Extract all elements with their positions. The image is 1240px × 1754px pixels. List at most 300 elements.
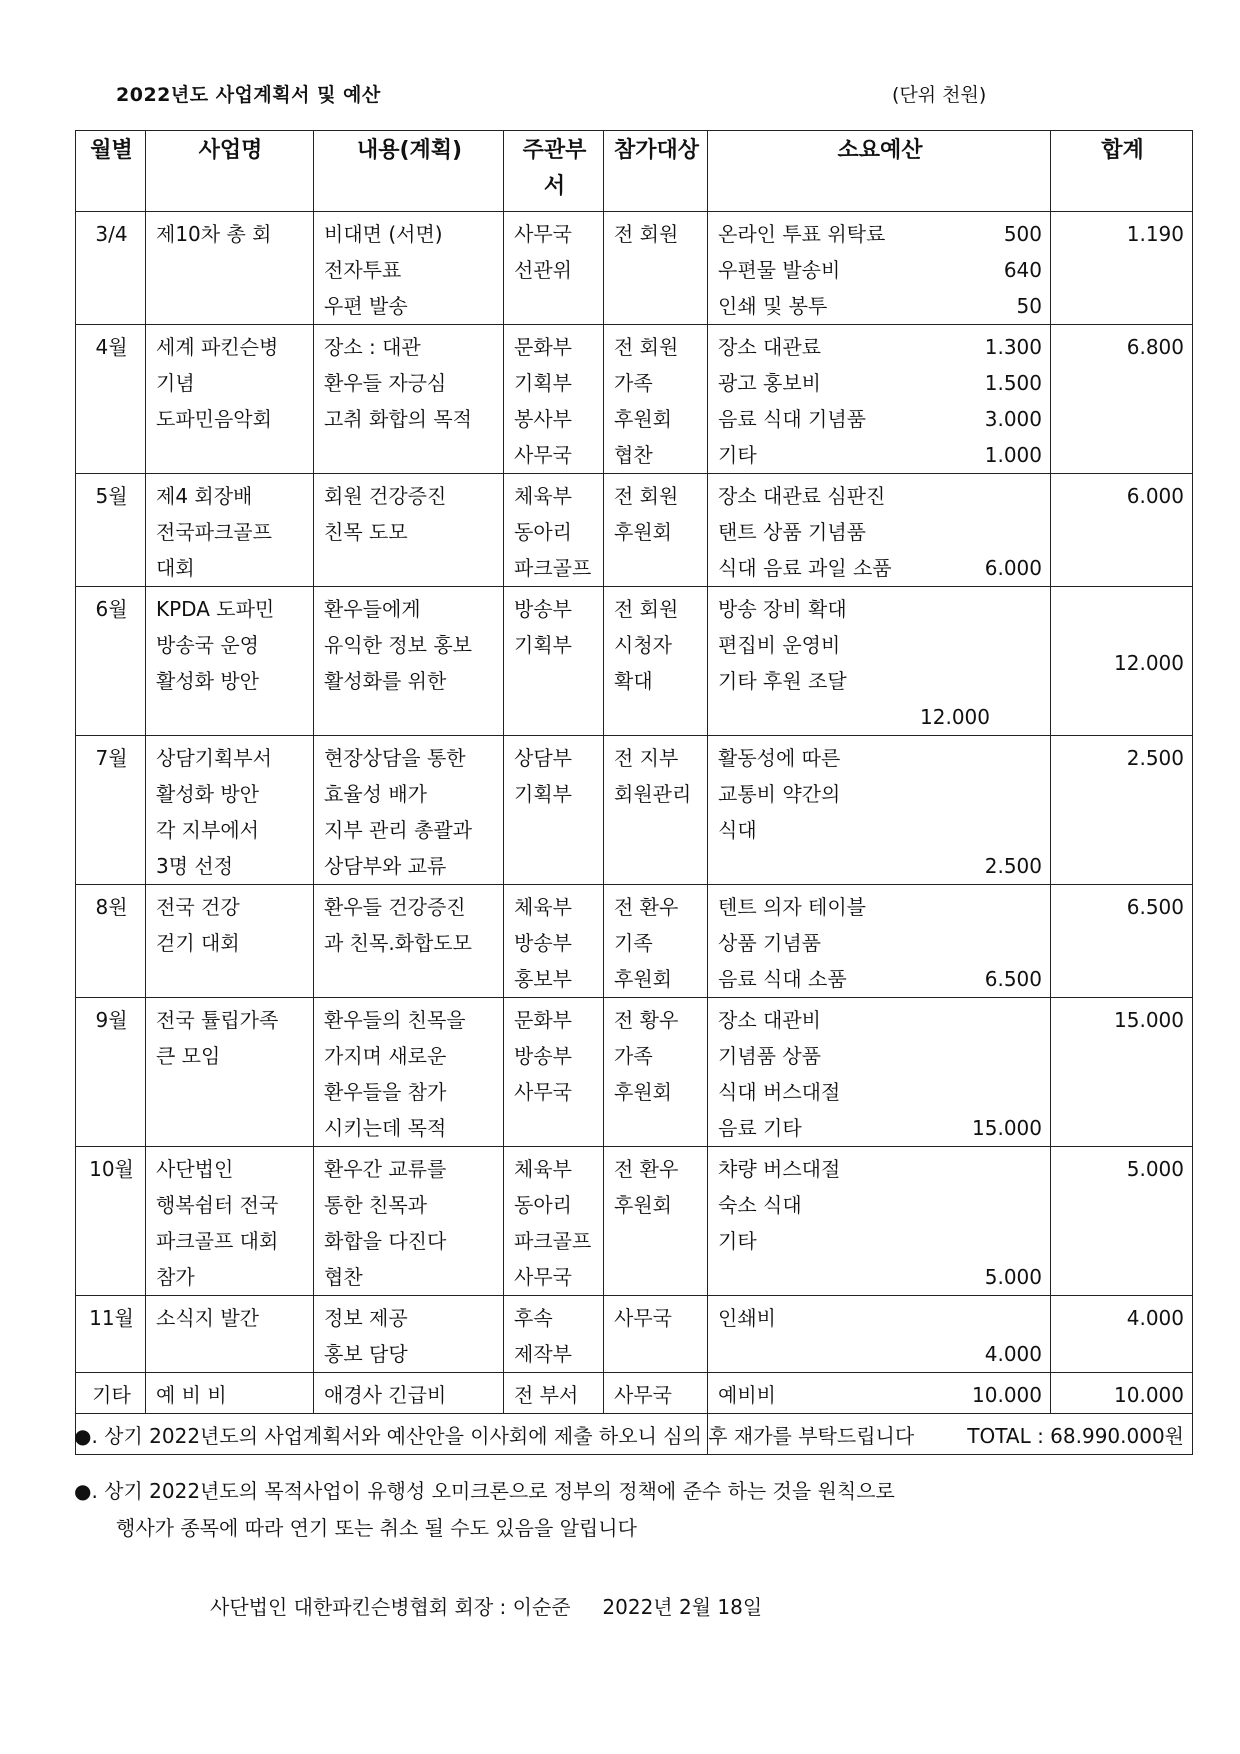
table-row [76,1373,1193,1414]
target-line: 후원회 [614,407,672,431]
project-line: 방송국 운영 [156,633,259,657]
project-line: 사단법인 [156,1157,234,1181]
dept-line: 체육부 [514,484,572,508]
dept-cell [504,998,604,1147]
content-cell [314,325,504,474]
budget-item-amount [952,1038,1042,1074]
budget-item-label: 장소 대관료 [718,335,821,359]
content-cell [314,736,504,885]
dept-line: 문화부 [514,335,572,359]
budget-item [718,1002,1042,1038]
budget-item-label: 예비비 [718,1383,776,1407]
month-label: 10월 [89,1157,134,1181]
dept-cell [504,736,604,885]
project-cell [146,212,314,325]
budget-item [718,925,1042,961]
project-line: 기념 [156,371,195,395]
content-line: 환우들에게 [324,597,421,621]
content-line: 유익한 정보 홍보 [324,633,472,657]
project-line: 큰 모임 [156,1044,221,1068]
content-line: 통한 친목과 [324,1193,427,1217]
project-cell [146,1147,314,1296]
project-line: 참가 [156,1265,195,1289]
dept-cell [504,474,604,587]
content-line: 지부 관리 총괄과 [324,818,472,842]
dept-line: 동아리 [514,1193,572,1217]
project-line: 상담기획부서 [156,746,272,770]
project-line: 걷기 대회 [156,931,240,955]
month-label: 11월 [89,1306,134,1330]
budget-item-amount [952,514,1042,550]
project-cell [146,587,314,736]
budget-item-amount [952,740,1042,776]
budget-cell [708,1296,1051,1373]
budget-item-label: 편집비 운영비 [718,633,841,657]
budget-item [718,1110,1042,1146]
target-cell [604,1373,708,1414]
dept-line: 파크골프 [514,1229,592,1253]
budget-item [718,591,1042,627]
budget-item-amount [952,663,1042,699]
dept-line: 사무국 [514,1080,572,1104]
budget-cell [708,325,1051,474]
month-cell [76,212,146,325]
budget-item [718,961,1042,997]
row-total-value: 6.000 [1126,484,1184,508]
budget-item-label: 챠량 버스대절 [718,1157,841,1181]
row-total-value: 2.500 [1126,746,1184,770]
project-line: 세계 파킨슨병 [156,335,279,359]
content-line: 활성화를 위한 [324,669,447,693]
content-line: 화합을 다진다 [324,1229,447,1253]
header-dept: 주관부서 [504,131,604,212]
budget-cell [708,212,1051,325]
dept-line: 홍보부 [514,967,572,991]
content-line: 정보 제공 [324,1306,408,1330]
notes-section [74,1420,1184,1541]
budget-item-label: 활동성에 따른 [718,746,841,770]
project-line: 예 비 비 [156,1383,227,1407]
budget-item-amount [952,1151,1042,1187]
target-line: 후원회 [614,1193,672,1217]
dept-line: 방송부 [514,597,572,621]
note-2-text: ●. 상기 2022년도의 목적사업이 유행성 오미크론으로 정부의 정책에 준수 하는 것을 원칙으로 [74,1479,895,1503]
budget-item-label: 식대 버스대절 [718,1080,841,1104]
budget-item-amount: 10.000 [972,1383,1042,1407]
month-label: 7월 [95,746,128,770]
row-total [1051,1373,1193,1414]
budget-item-amount [952,925,1042,961]
budget-item [718,365,1042,401]
row-total [1051,325,1193,474]
dept-line: 방송부 [514,1044,572,1068]
budget-item-label: 교통비 약간의 [718,782,841,806]
row-total [1051,212,1193,325]
target-cell [604,998,708,1147]
project-line: 파크골프 대회 [156,1229,279,1253]
target-line: 가족 [614,1044,653,1068]
target-cell [604,885,708,998]
budget-item-label: 숙소 식대 [718,1193,802,1217]
row-total-value: 5.000 [1126,1157,1184,1181]
dept-line: 제작부 [514,1342,572,1366]
content-line: 상담부와 교류 [324,854,447,878]
target-line: 전 회원 [614,484,679,508]
content-cell [314,587,504,736]
table-row [76,474,1193,587]
project-line: KPDA 도파민 [156,597,275,621]
budget-item-amount: 640 [1003,258,1042,282]
month-label: 4월 [95,335,128,359]
dept-line: 선관위 [514,258,572,282]
budget-amount: 12.000 [920,705,990,729]
target-cell [604,212,708,325]
budget-item-label: 기타 후원 조달 [718,669,847,693]
dept-line: 체육부 [514,1157,572,1181]
dept-cell [504,885,604,998]
dept-line: 체육부 [514,895,572,919]
table-row [76,736,1193,885]
budget-item-amount: 1.500 [984,371,1042,395]
note-2 [74,1475,1184,1504]
content-line: 우편 발송 [324,294,408,318]
budget-item-label: 탠트 상품 기념품 [718,520,866,544]
dept-line: 사무국 [514,222,572,246]
month-label: 9월 [95,1008,128,1032]
budget-item [718,216,1042,252]
table-row [76,885,1193,998]
target-cell [604,325,708,474]
project-line: 전국 튤립가족 [156,1008,279,1032]
month-label: 8원 [95,895,128,919]
budget-cell [708,1373,1051,1414]
dept-line: 후속 [514,1306,553,1330]
budget-item-amount [952,776,1042,812]
row-total [1051,1296,1193,1373]
budget-item-label: 인쇄비 [718,1306,776,1330]
budget-cell [708,587,1051,736]
target-line: 전 회원 [614,597,679,621]
project-cell [146,998,314,1147]
row-total [1051,474,1193,587]
business-plan-table [75,130,1193,1455]
budget-item-label [718,1259,952,1295]
budget-item [718,663,1042,699]
budget-item-label: 텐트 의자 테이블 [718,895,866,919]
budget-item [718,329,1042,365]
content-cell [314,1373,504,1414]
budget-cell [708,474,1051,587]
content-line: 환우들 자긍심 [324,371,447,395]
header-total: 합계 [1051,131,1193,212]
table-row [76,212,1193,325]
content-line: 시키는데 목적 [324,1116,447,1140]
budget-item [718,478,1042,514]
budget-item-amount: 50 [1016,294,1042,318]
target-line: 전 회원 [614,335,679,359]
budget-item-amount [952,1187,1042,1223]
dept-cell [504,587,604,736]
budget-item [718,1377,1042,1413]
content-line: 고취 화합의 목적 [324,407,472,431]
target-line: 전 황우 [614,1008,679,1032]
budget-item-amount [952,1223,1042,1259]
budget-item-amount [952,812,1042,848]
budget-cell [708,736,1051,885]
budget-item [718,1300,1042,1336]
row-total [1051,587,1193,736]
budget-item-amount: 1.000 [984,443,1042,467]
project-cell [146,325,314,474]
dept-line: 상담부 [514,746,572,770]
month-label: 3/4 [95,222,128,246]
table-row [76,1147,1193,1296]
budget-item-label: 식대 음료 과일 소품 [718,556,892,580]
budget-item-amount [952,1074,1042,1110]
project-line: 제10차 총 회 [156,222,272,246]
document-title: 2022년도 사업계획서 및 예산 [116,84,381,106]
target-line: 전 회원 [614,222,679,246]
row-total-value: 4.000 [1126,1306,1184,1330]
budget-item-label: 기타 [718,443,757,467]
month-cell [76,325,146,474]
budget-item-label: 우편물 발송비 [718,258,841,282]
dept-cell [504,325,604,474]
month-cell [76,1147,146,1296]
content-line: 가지며 새로운 [324,1044,447,1068]
dept-line: 방송부 [514,931,572,955]
header-budget: 소요예산 [708,131,1051,212]
budget-item-label: 인쇄 및 봉투 [718,294,828,318]
project-line: 활성화 방안 [156,782,259,806]
target-line: 사무국 [614,1383,672,1407]
unit-label: (단위 천원) [892,84,987,106]
note-1 [74,1420,1184,1449]
content-line: 협찬 [324,1265,363,1289]
header-month: 월별 [76,131,146,212]
budget-item-label: 온라인 투표 위탁료 [718,222,886,246]
budget-item-amount [952,627,1042,663]
table-row [76,998,1193,1147]
budget-item [718,889,1042,925]
budget-item-label: 기타 [718,1229,757,1253]
project-cell [146,474,314,587]
budget-item-label [718,848,952,884]
dept-line: 사무국 [514,1265,572,1289]
dept-line: 봉사부 [514,407,572,431]
budget-item [718,848,1042,884]
content-line: 과 친목.화합도모 [324,931,472,955]
header-content: 내용(계획) [314,131,504,212]
content-cell [314,1147,504,1296]
row-total-value: 6.500 [1126,895,1184,919]
target-cell [604,1296,708,1373]
dept-line: 동아리 [514,520,572,544]
content-line: 장소 : 대관 [324,335,421,359]
content-line: 현장상담을 통한 [324,746,466,770]
target-line: 회원관리 [614,782,692,806]
month-cell [76,1373,146,1414]
signature-line: 사단법인 대한파킨슨병협회 회장 : 이순준 2022년 2월 18일 [210,1595,763,1619]
project-line: 소식지 발간 [156,1306,259,1330]
content-cell [314,1296,504,1373]
project-cell [146,1296,314,1373]
project-cell [146,885,314,998]
budget-item-label: 음료 식대 소품 [718,967,847,991]
target-cell [604,1147,708,1296]
table-row [76,1296,1193,1373]
budget-item-amount: 2.500 [984,854,1042,878]
dept-line: 사무국 [514,443,572,467]
budget-item-label [718,1336,952,1372]
dept-line: 기획부 [514,371,572,395]
budget-item-amount: 4.000 [984,1342,1042,1366]
budget-item [718,1336,1042,1372]
budget-item [718,812,1042,848]
budget-item-label: 장소 대관료 심판진 [718,484,886,508]
content-line: 홍보 담당 [324,1342,408,1366]
note-2-continuation: 행사가 종목에 따라 연기 또는 취소 될 수도 있음을 알립니다 [116,1516,637,1540]
budget-item [718,1223,1042,1259]
project-line: 활성화 방안 [156,669,259,693]
content-line: 회원 건강증진 [324,484,447,508]
dept-line: 기획부 [514,782,572,806]
target-line: 후원회 [614,967,672,991]
budget-item-amount [952,478,1042,514]
row-total-value: 15.000 [1114,1008,1184,1032]
month-cell [76,998,146,1147]
month-cell [76,736,146,885]
content-cell [314,474,504,587]
budget-item [718,1038,1042,1074]
budget-item [718,401,1042,437]
budget-cell [708,998,1051,1147]
target-cell [604,587,708,736]
budget-item-amount: 15.000 [972,1116,1042,1140]
row-total [1051,736,1193,885]
project-cell [146,736,314,885]
budget-item [718,550,1042,586]
content-line: 환우간 교류를 [324,1157,447,1181]
budget-item-label: 기념품 상품 [718,1044,821,1068]
grand-total: TOTAL : 68.990.000원 [708,1414,1193,1455]
header-project: 사업명 [146,131,314,212]
target-line: 전 지부 [614,746,679,770]
budget-item [718,627,1042,663]
content-line: 환우들 건강증진 [324,895,466,919]
budget-item [718,776,1042,812]
dept-line: 전 부서 [514,1383,579,1407]
month-cell [76,587,146,736]
project-line: 3명 선정 [156,854,234,878]
target-line: 전 환우 [614,1157,679,1181]
content-line: 친목 도모 [324,520,408,544]
target-line: 사무국 [614,1306,672,1330]
target-cell [604,736,708,885]
month-label: 5월 [95,484,128,508]
dept-line: 기획부 [514,633,572,657]
table-row [76,587,1193,736]
month-label: 6월 [95,597,128,621]
budget-item-label: 광고 홍보비 [718,371,821,395]
budget-item-amount: 6.000 [984,556,1042,580]
target-cell [604,474,708,587]
content-line: 애경사 긴급비 [324,1383,447,1407]
month-cell [76,1296,146,1373]
budget-item-label: 식대 [718,818,757,842]
target-line: 가족 [614,371,653,395]
content-line: 환우들의 친목을 [324,1008,466,1032]
note-1-text: ●. 상기 2022년도의 사업계획서와 예산안을 이사회에 제출 하오니 심의 후 재가를 부탁드립니다 [74,1424,915,1448]
content-cell [314,998,504,1147]
project-line: 전국파크골프 [156,520,272,544]
project-line: 각 지부에서 [156,818,259,842]
budget-item-amount: 6.500 [984,967,1042,991]
dept-line: 문화부 [514,1008,572,1032]
budget-item [718,740,1042,776]
target-line: 시청자 [614,633,672,657]
content-line: 효율성 배가 [324,782,427,806]
budget-item [718,1187,1042,1223]
budget-item [718,1259,1042,1295]
budget-item [718,514,1042,550]
budget-item-amount [952,889,1042,925]
project-line: 행복쉼터 전국 [156,1193,279,1217]
row-total-value: 1.190 [1126,222,1184,246]
budget-item [718,1074,1042,1110]
budget-item [718,437,1042,473]
budget-item-amount [952,1300,1042,1336]
budget-item [718,288,1042,324]
month-label: 기타 [92,1383,131,1407]
row-total [1051,885,1193,998]
target-line: 전 환우 [614,895,679,919]
row-total [1051,1147,1193,1296]
budget-item-label: 방송 장비 확대 [718,597,847,621]
budget-item-label: 장소 대관비 [718,1008,821,1032]
budget-item-amount: 500 [1003,222,1042,246]
budget-item-amount: 1.300 [984,335,1042,359]
budget-item [718,1151,1042,1187]
budget-item-label: 음료 기타 [718,1116,802,1140]
target-line: 협찬 [614,443,653,467]
project-line: 도파민음악회 [156,407,272,431]
budget-item-amount: 3.000 [984,407,1042,431]
dept-cell [504,1373,604,1414]
budget-item-amount [952,591,1042,627]
content-cell [314,212,504,325]
budget-cell [708,1147,1051,1296]
content-line: 전자투표 [324,258,402,282]
project-line: 전국 건강 [156,895,240,919]
content-line: 환우들을 참가 [324,1080,447,1104]
dept-cell [504,1296,604,1373]
target-line: 확대 [614,669,653,693]
month-cell [76,885,146,998]
budget-item-label: 상품 기념품 [718,931,821,955]
dept-cell [504,212,604,325]
target-line: 기족 [614,931,653,955]
month-cell [76,474,146,587]
target-line: 후원회 [614,520,672,544]
row-total-value: 6.800 [1126,335,1184,359]
budget-item [718,252,1042,288]
project-cell [146,1373,314,1414]
project-line: 제4 회장배 [156,484,253,508]
content-line: 비대면 (서면) [324,222,443,246]
budget-cell [708,885,1051,998]
budget-item-label: 음료 식대 기념품 [718,407,866,431]
